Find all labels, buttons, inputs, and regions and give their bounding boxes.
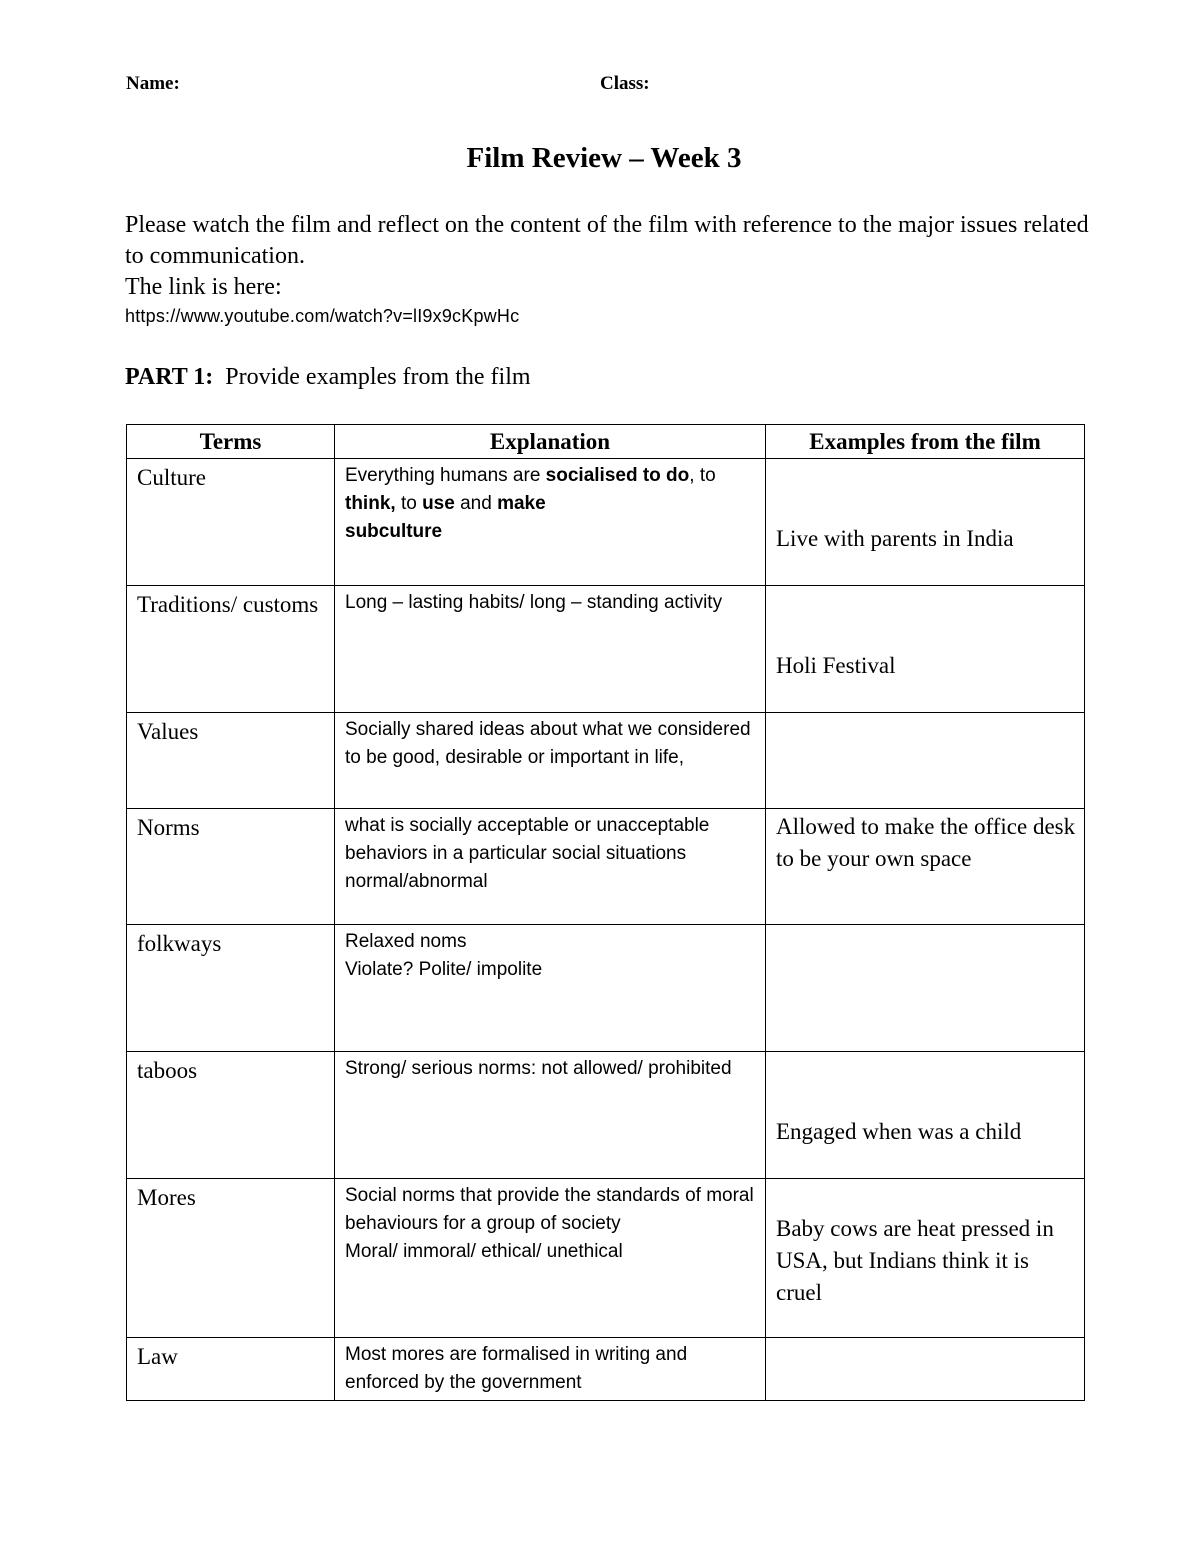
part1-label: PART 1: [125,364,214,390]
example-cell [766,1338,1085,1401]
example-cell [766,1179,1085,1338]
example-text: Live with parents in India [776,526,1014,551]
explanation-emphasis: socialised to do [545,465,690,486]
part1-text: Provide examples from the film [225,364,531,390]
table-row [127,809,1085,925]
example-text: Allowed to make the office desk to be your own space [776,814,1076,871]
explanation-cell [335,459,766,586]
table-row [127,713,1085,809]
explanation-line: normal/abnormal [345,871,488,892]
table-row [127,586,1085,713]
term-cell: Culture [127,459,335,586]
explanation-text: , to [689,465,716,486]
explanation-cell [335,925,766,1052]
explanation-cell: Long – lasting habits/ long – standing activity [335,586,766,713]
explanation-cell [335,809,766,925]
example-cell [766,809,1085,925]
explanation-text: Everything humans are [345,465,546,486]
header-examples: Examples from the film [766,425,1085,459]
table-row [127,1052,1085,1179]
table-row [127,1338,1085,1401]
explanation-emphasis: subculture [345,521,443,542]
explanation-line: Social norms that provide the standards of moral behaviours for a group of society [345,1185,754,1234]
header-explanation: Explanation [335,425,766,459]
explanation-text: to [395,493,423,514]
page-title: Film Review – Week 3 [466,142,742,174]
table-row [127,1179,1085,1338]
table-row [127,925,1085,1052]
example-cell [766,459,1085,586]
terms-table [126,424,1085,1401]
explanation-cell: Most mores are formalised in writing and enforced by the government [335,1338,766,1401]
intro-block [125,210,1105,303]
example-text: Baby cows are heat pressed in USA, but Indians think it is cruel [776,1216,1054,1305]
example-cell [766,925,1085,1052]
video-link[interactable]: https://www.youtube.com/watch?v=lI9x9cKpwHc [125,306,520,326]
explanation-cell: Socially shared ideas about what we considered to be good, desirable or important in life, [335,713,766,809]
example-cell [766,1052,1085,1179]
explanation-emphasis: make [497,493,546,514]
explanation-line: what is socially acceptable or unacceptable behaviors in a particular social situations [345,815,710,864]
term-cell: Norms [127,809,335,925]
table-row [127,459,1085,586]
explanation-emphasis: use [422,493,455,514]
explanation-line: Moral/ immoral/ ethical/ unethical [345,1241,623,1262]
explanation-line: Relaxed noms [345,931,467,952]
example-text: Holi Festival [776,653,896,678]
term-cell: Mores [127,1179,335,1338]
table-header-row [127,425,1085,459]
explanation-cell: Strong/ serious norms: not allowed/ prohibited [335,1052,766,1179]
instruction-text: Please watch the film and reflect on the content of the film with reference to the major issues related to communication. [125,212,1089,269]
term-cell: folkways [127,925,335,1052]
explanation-emphasis: think, [345,493,396,514]
example-cell [766,586,1085,713]
class-label: Class: [600,73,650,94]
example-text: Engaged when was a child [776,1119,1022,1144]
term-cell: Values [127,713,335,809]
explanation-text: and [454,493,498,514]
explanation-line: Violate? Polite/ impolite [345,959,543,980]
term-cell: taboos [127,1052,335,1179]
link-label: The link is here: [125,274,282,300]
name-label: Name: [126,73,180,94]
header-terms: Terms [127,425,335,459]
term-cell: Law [127,1338,335,1401]
term-cell: Traditions/ customs [127,586,335,713]
example-cell [766,713,1085,809]
explanation-cell [335,1179,766,1338]
part1-heading [125,364,531,391]
